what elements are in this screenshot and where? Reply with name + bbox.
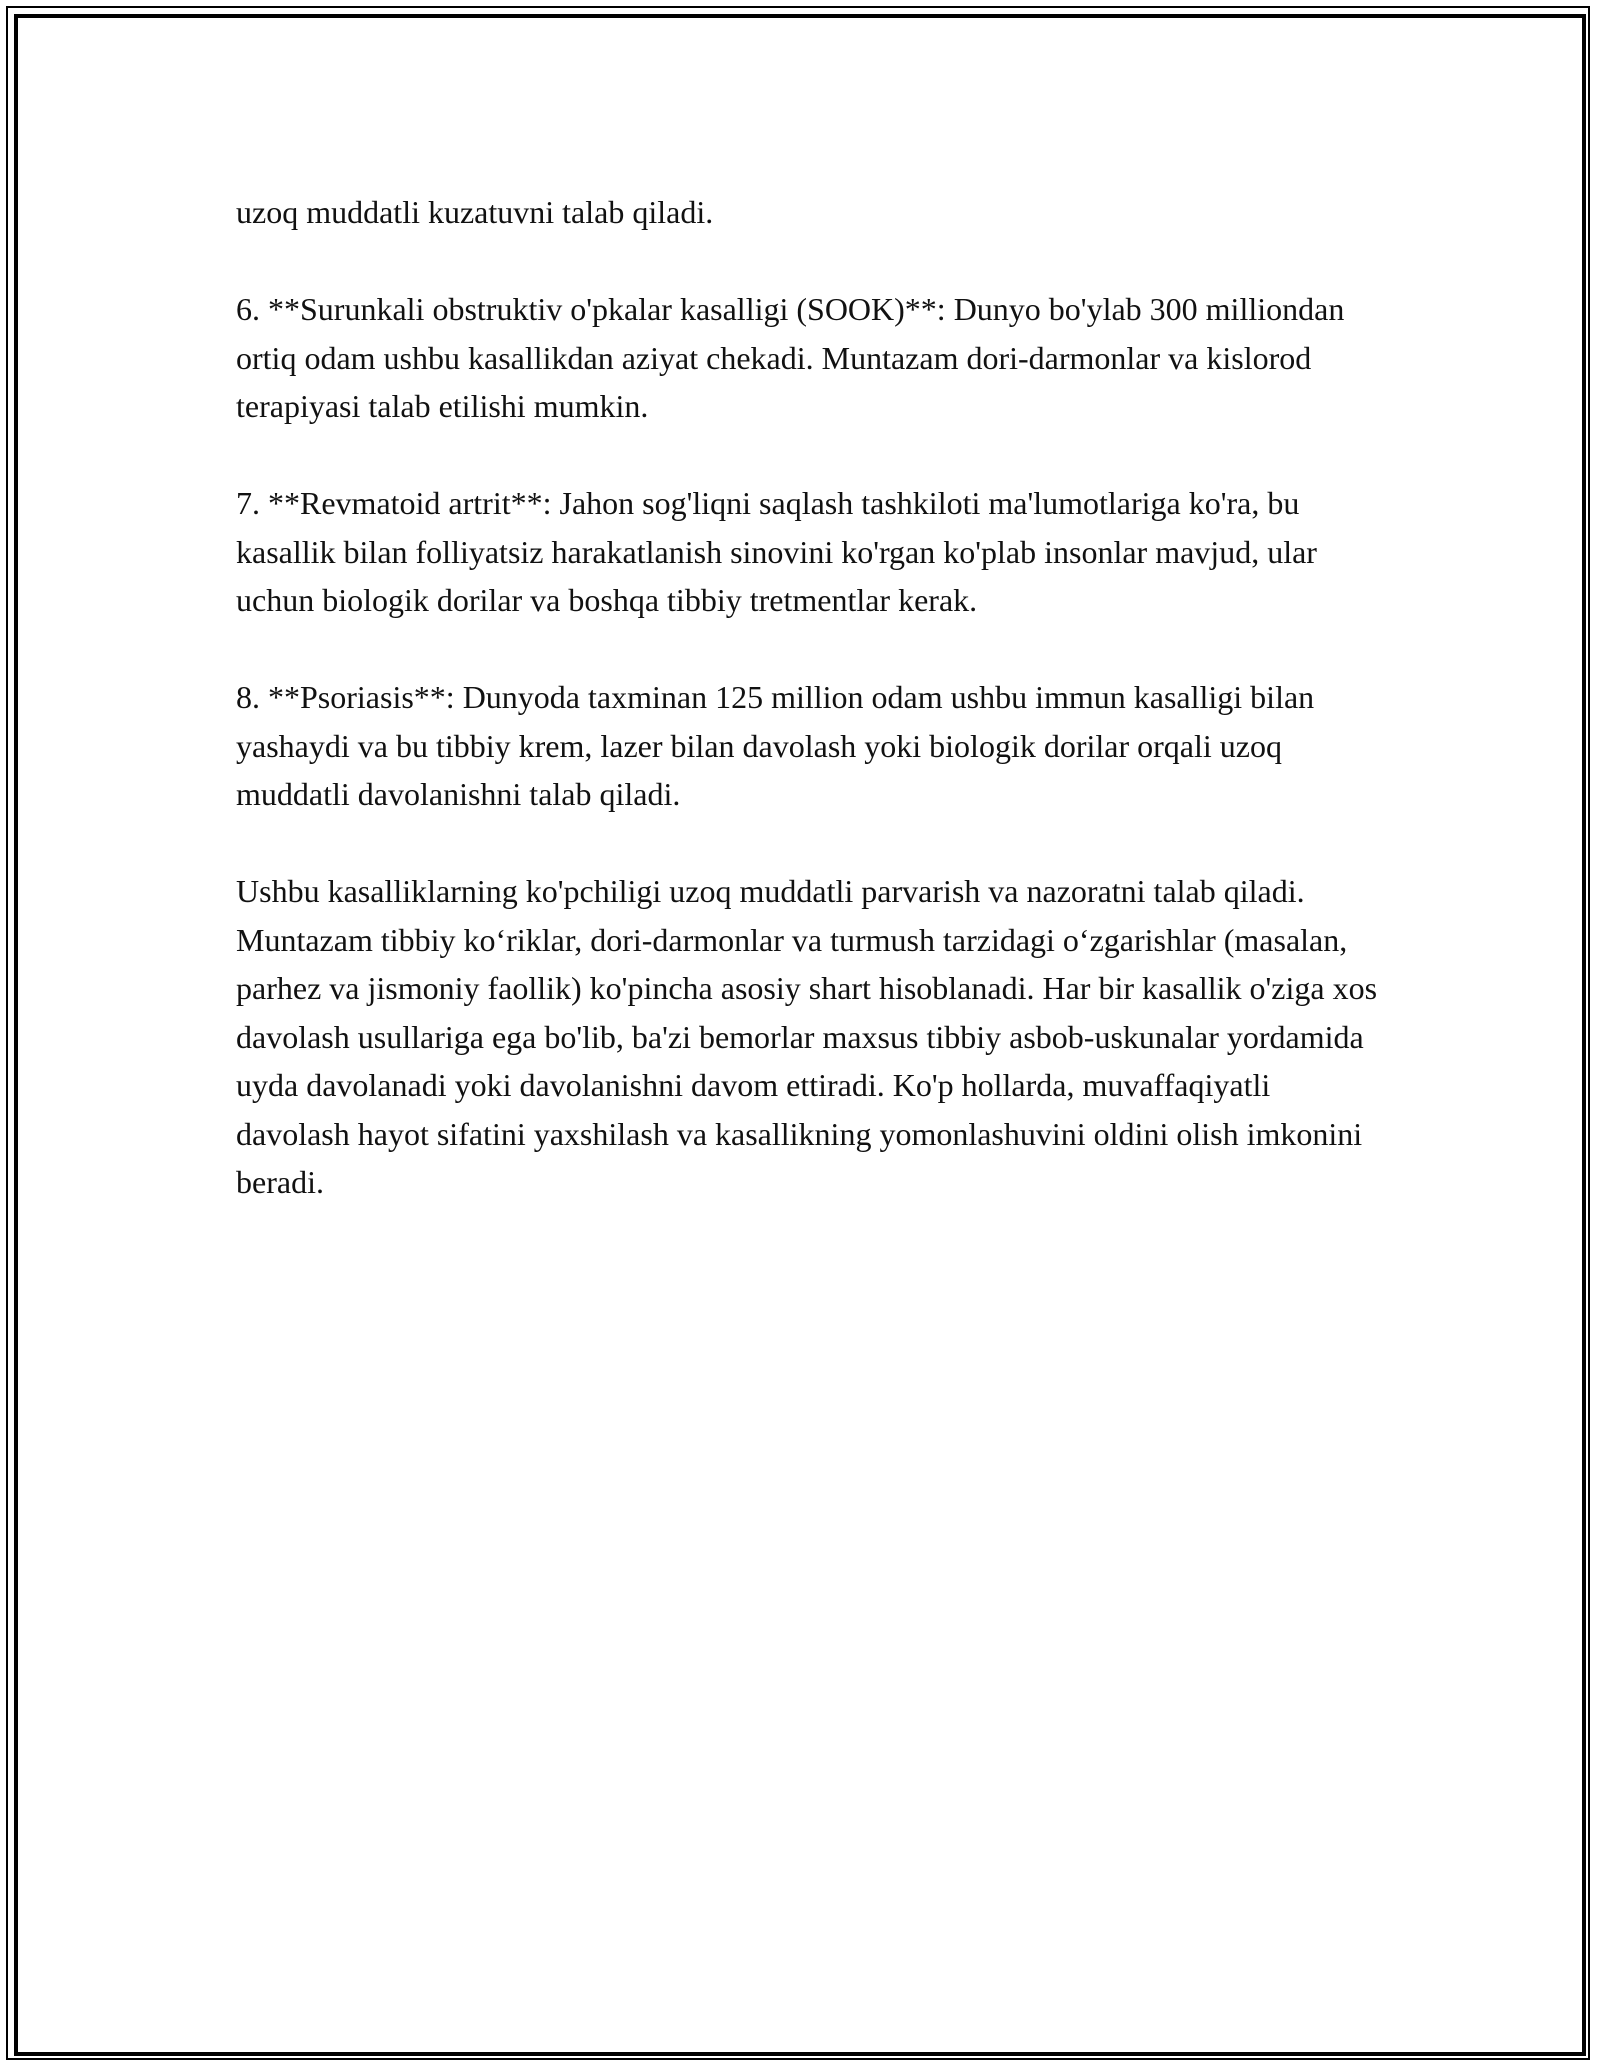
paragraph-item-7: 7. **Revmatoid artrit**: Jahon sog'liqni saqlash tashkiloti ma'lumotlariga ko'ra, bu kasallik bilan folliyatsiz harakatlanish sinovini ko'rgan ko'plab insonlar mavjud, ular uchun biologik dorilar va boshqa tibbiy tretmentlar kerak. [236,485,1317,618]
document-body [236,188,1386,1207]
paragraph-item-6: 6. **Surunkali obstruktiv o'pkalar kasalligi (SOOK)**: Dunyo bo'ylab 300 milliondan ortiq odam ushbu kasallikdan aziyat chekadi. Muntazam dori-darmonlar va kislorod terapiyasi talab etilishi mumkin. [236,291,1345,424]
paragraph-continuation: uzoq muddatli kuzatuvni talab qiladi. [236,194,714,230]
paragraph-conclusion: Ushbu kasalliklarning ko'pchiligi uzoq muddatli parvarish va nazoratni talab qiladi. Muntazam tibbiy ko‘riklar, dori-darmonlar va turmush tarzidagi o‘zgarishlar (masalan, parhez va jismoniy faollik) ko'pincha asosiy shart hisoblanadi. Har bir kasallik o'ziga xos davolash usullariga ega bo'lib, ba'zi bemorlar maxsus tibbiy asbob-uskunalar yordamida uyda davolanadi yoki davolanishni davom ettiradi. Ko'p hollarda, muvaffaqiyatli davolash hayot sifatini yaxshilash va kasallikning yomonlashuvini oldini olish imkonini beradi. [236,873,1378,1200]
paragraph-item-8: 8. **Psoriasis**: Dunyoda taxminan 125 million odam ushbu immun kasalligi bilan yashaydi va bu tibbiy krem, lazer bilan davolash yoki biologik dorilar orqali uzoq muddatli davolanishni talab qiladi. [236,679,1315,812]
